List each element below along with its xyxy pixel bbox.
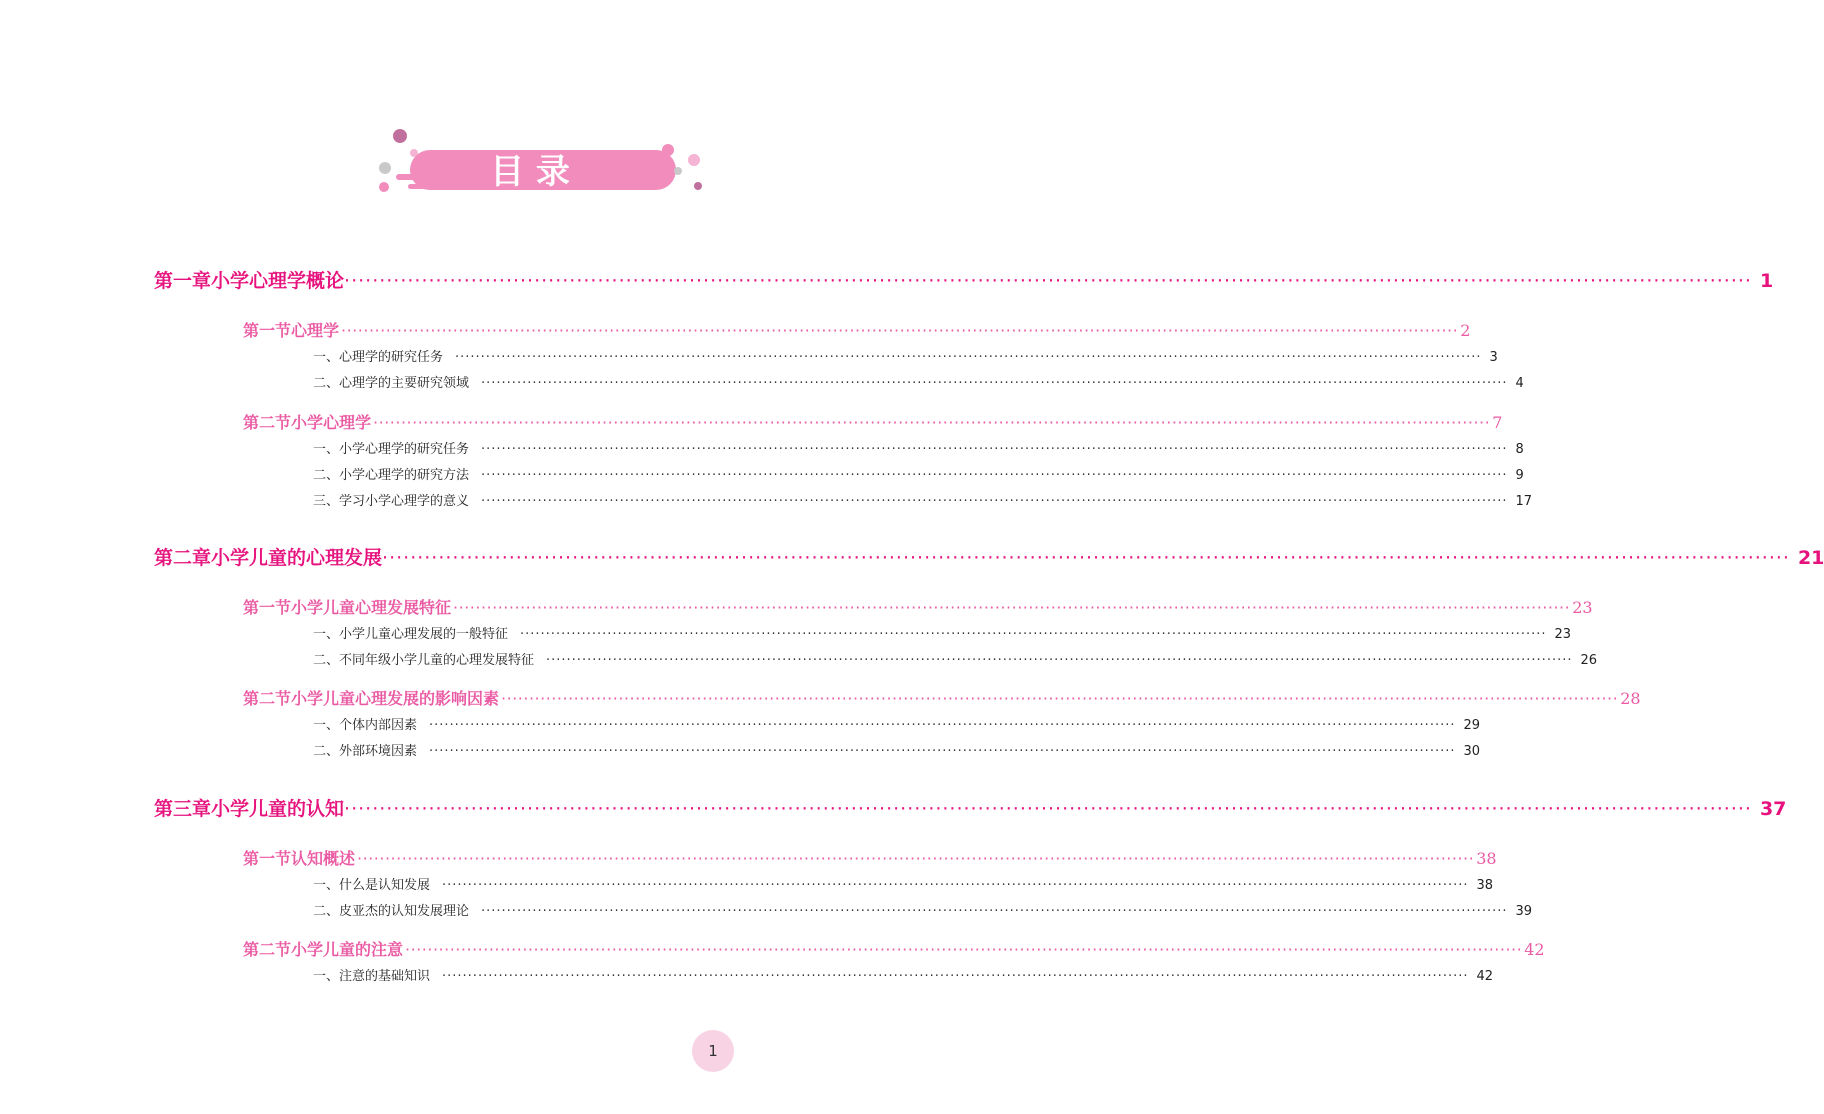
item-page: 17 <box>1515 494 1533 509</box>
leader-dots: ········································································································································································································ <box>442 969 1469 984</box>
leader-dots: ········································································································································································································ <box>481 376 1508 391</box>
chapter-row[interactable] <box>154 543 1824 570</box>
section-number: 第二节 <box>243 940 292 959</box>
item-title: 一、小学心理学的研究任务 <box>313 442 470 457</box>
chapter-number: 第三章 <box>154 798 212 820</box>
section-row[interactable] <box>243 318 1471 341</box>
section-title: 小学儿童的注意 <box>291 940 404 959</box>
leader-dots: ········································································································································································································ <box>357 849 1475 868</box>
chapter-number: 第一章 <box>154 270 212 292</box>
banner-stroke <box>408 184 448 189</box>
item-page: 30 <box>1463 744 1481 759</box>
leader-dots: ········································································································································································································ <box>453 598 1571 617</box>
item-title: 二、外部环境因素 <box>313 744 418 759</box>
decor-dot <box>662 144 674 156</box>
section-title: 心理学 <box>291 321 340 340</box>
item-row[interactable] <box>313 900 1533 919</box>
section-number: 第一节 <box>243 321 292 340</box>
leader-dots: ········································································································································································································ <box>344 270 1752 292</box>
item-page: 29 <box>1463 718 1481 733</box>
item-title: 三、学习小学心理学的意义 <box>313 494 470 509</box>
section-row[interactable] <box>243 937 1545 960</box>
chapter-title: 小学儿童的认知 <box>211 798 345 820</box>
item-page: 42 <box>1476 969 1494 984</box>
leader-dots: ········································································································································································································ <box>442 878 1469 893</box>
page-number: 1 <box>708 1042 718 1060</box>
leader-dots: ········································································································································································································ <box>501 689 1619 708</box>
chapter-page: 37 <box>1759 798 1787 820</box>
leader-dots: ········································································································································································································ <box>373 413 1491 432</box>
chapter-row[interactable] <box>154 266 1774 293</box>
page-number-badge <box>692 1030 734 1072</box>
leader-dots: ········································································································································································································ <box>344 798 1752 820</box>
leader-dots: ········································································································································································································ <box>481 442 1508 457</box>
section-title: 认知概述 <box>291 849 356 868</box>
item-page: 23 <box>1554 627 1572 642</box>
section-row[interactable] <box>243 846 1497 869</box>
item-page: 38 <box>1476 878 1494 893</box>
toc-title: 目 录 <box>490 152 570 192</box>
chapter-title: 小学心理学概论 <box>211 270 345 292</box>
section-title: 小学心理学 <box>291 413 372 432</box>
item-row[interactable] <box>313 346 1498 365</box>
item-row[interactable] <box>313 464 1524 483</box>
decor-dot <box>688 154 700 166</box>
item-page: 9 <box>1515 468 1524 483</box>
section-page: 23 <box>1572 598 1593 617</box>
section-number: 第二节 <box>243 689 292 708</box>
leader-dots: ········································································································································································································ <box>481 468 1508 483</box>
item-row[interactable] <box>313 874 1494 893</box>
section-number: 第一节 <box>243 849 292 868</box>
leader-dots: ········································································································································································································ <box>481 494 1508 509</box>
section-page: 42 <box>1524 940 1545 959</box>
decor-dot <box>674 167 682 175</box>
section-row[interactable] <box>243 595 1593 618</box>
item-page: 39 <box>1515 904 1533 919</box>
item-row[interactable] <box>313 490 1533 509</box>
item-title: 一、注意的基础知识 <box>313 969 431 984</box>
item-row[interactable] <box>313 649 1598 668</box>
item-row[interactable] <box>313 965 1494 984</box>
leader-dots: ········································································································································································································ <box>455 350 1482 365</box>
section-page: 28 <box>1620 689 1641 708</box>
item-title: 二、心理学的主要研究领域 <box>313 376 470 391</box>
item-title: 一、心理学的研究任务 <box>313 350 444 365</box>
section-number: 第一节 <box>243 598 292 617</box>
item-page: 3 <box>1489 350 1498 365</box>
leader-dots: ········································································································································································································ <box>382 547 1790 569</box>
item-row[interactable] <box>313 740 1481 759</box>
decor-dot <box>694 182 702 190</box>
item-title: 二、小学心理学的研究方法 <box>313 468 470 483</box>
section-page: 38 <box>1476 849 1497 868</box>
leader-dots: ········································································································································································································ <box>481 904 1508 919</box>
section-title: 小学儿童心理发展特征 <box>291 598 452 617</box>
chapter-title: 小学儿童的心理发展 <box>211 547 383 569</box>
item-page: 8 <box>1515 442 1524 457</box>
leader-dots: ········································································································································································································ <box>429 744 1456 759</box>
item-title: 一、什么是认知发展 <box>313 878 431 893</box>
leader-dots: ········································································································································································································ <box>405 940 1523 959</box>
decor-dot <box>393 129 407 143</box>
item-title: 二、不同年级小学儿童的心理发展特征 <box>313 653 535 668</box>
chapter-row[interactable] <box>154 794 1787 821</box>
chapter-number: 第二章 <box>154 547 212 569</box>
leader-dots: ········································································································································································································ <box>429 718 1456 733</box>
decor-dot <box>379 162 391 174</box>
item-row[interactable] <box>313 372 1524 391</box>
section-title: 小学儿童心理发展的影响因素 <box>291 689 500 708</box>
item-row[interactable] <box>313 714 1481 733</box>
item-title: 一、个体内部因素 <box>313 718 418 733</box>
section-page: 2 <box>1460 321 1471 340</box>
section-row[interactable] <box>243 686 1641 709</box>
leader-dots: ········································································································································································································ <box>520 627 1547 642</box>
item-title: 二、皮亚杰的认知发展理论 <box>313 904 470 919</box>
item-row[interactable] <box>313 438 1524 457</box>
item-title: 一、小学儿童心理发展的一般特征 <box>313 627 509 642</box>
toc-heading-banner <box>0 0 800 220</box>
item-page: 4 <box>1515 376 1524 391</box>
item-row[interactable] <box>313 623 1572 642</box>
banner-stroke <box>396 174 424 180</box>
leader-dots: ········································································································································································································ <box>341 321 1459 340</box>
decor-dot <box>379 182 389 192</box>
section-page: 7 <box>1492 413 1503 432</box>
section-number: 第二节 <box>243 413 292 432</box>
section-row[interactable] <box>243 410 1503 433</box>
item-page: 26 <box>1580 653 1598 668</box>
leader-dots: ········································································································································································································ <box>546 653 1573 668</box>
chapter-page: 1 <box>1759 270 1774 292</box>
chapter-page: 21 <box>1797 547 1824 569</box>
